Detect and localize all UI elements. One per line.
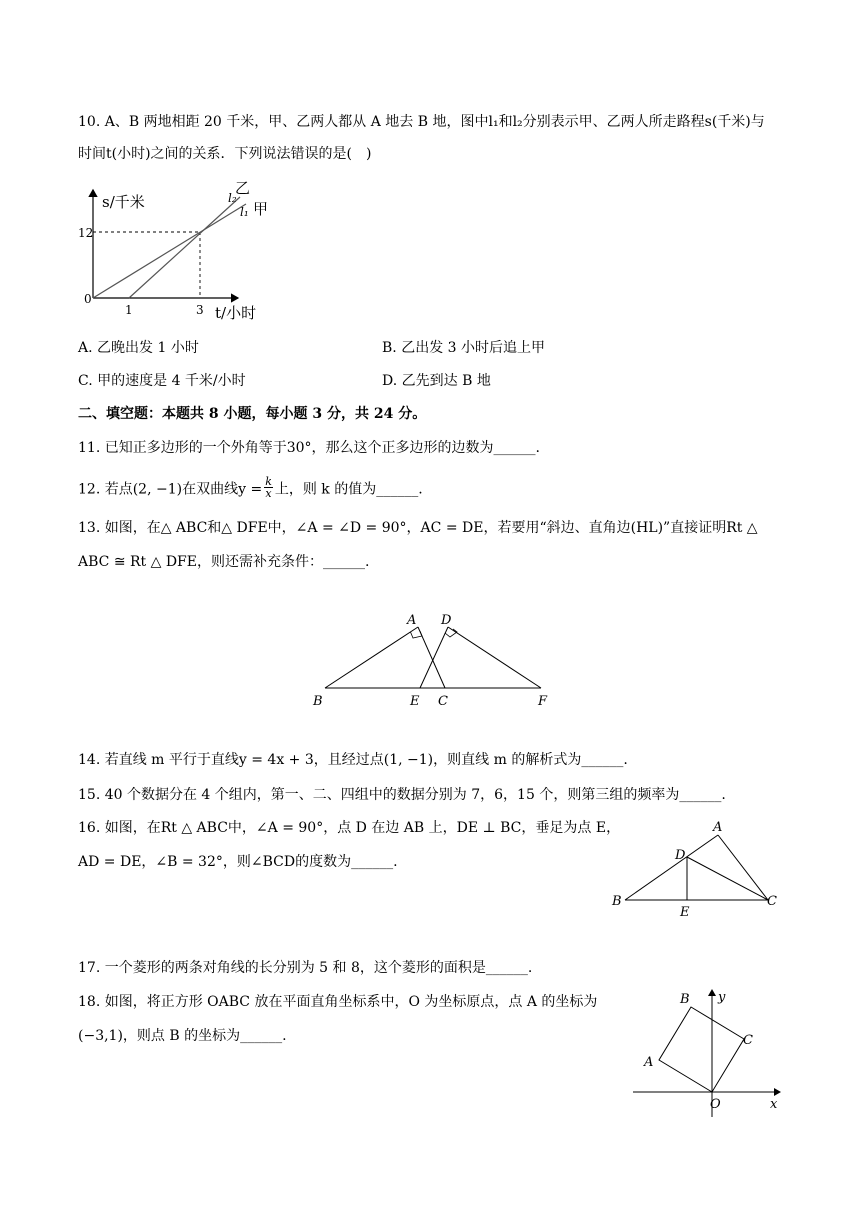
q13-side-ed [420,627,448,688]
q16-side-ac [718,835,768,900]
q10-text-line2: 时间t(小时)之间的关系．下列说法错误的是( ) [78,146,372,162]
q10-option-c: C. 甲的速度是 4 千米/小时 [78,373,246,389]
q13-label-b: B [313,694,323,709]
q10-x-tick-3: 3 [196,303,204,317]
q10-y-axis-label: s/千米 [102,193,145,211]
q18-label-a: A [644,1055,654,1070]
q16-segment-dc [687,857,768,900]
q10-l2-name: 乙 [235,179,251,197]
q13-label-e: E [410,694,420,709]
q18-coordinate-figure [630,985,790,1120]
q10-x-axis-label: t/小时 [215,304,257,322]
q10-l2-label: l₂ [228,191,237,205]
q18-label-b: B [680,992,690,1007]
q16-label-a: A [713,820,723,835]
q10-line-l1 [93,204,246,298]
q12-fraction [264,476,273,499]
q13-text-line2: ABC ≅ Rt △ DFE，则还需补充条件：______. [78,554,370,570]
q12-frac-num: k [265,475,272,488]
q13-right-angle-a [411,631,423,638]
q11-text: 11. 已知正多边形的一个外角等于30°，那么这个正多边形的边数为______. [78,440,540,456]
q10-origin-label: 0 [84,292,92,306]
q10-option-b: B. 乙出发 3 小时后追上甲 [382,340,545,356]
q10-x-tick-1: 1 [125,303,133,317]
q13-text-line1: 13. 如图，在△ ABC和△ DFE中，∠A = ∠D = 90°，AC = DE，若要用“斜边、直角边(HL)”直接证明Rt △ [78,520,758,536]
q13-label-d: D [441,613,452,628]
q18-square-oabc [659,1007,744,1092]
q16-side-ba [625,835,718,900]
q12-frac-den: x [265,487,272,500]
q18-text-line1: 18. 如图，将正方形 OABC 放在平面直角坐标系中，O 为坐标原点，点 A 的坐标为 [78,994,598,1010]
q17-text: 17. 一个菱形的两条对角线的长分别为 5 和 8，这个菱形的面积是______. [78,960,533,976]
q16-text-line2: AD = DE，∠B = 32°，则∠BCD的度数为______. [78,854,398,870]
q16-triangle-figure [600,815,790,920]
q13-triangles-figure [300,605,570,715]
q10-option-a: A. 乙晚出发 1 小时 [78,340,199,356]
q13-side-df [448,627,541,688]
q18-text-line2: (−3,1)，则点 B 的坐标为______. [78,1028,287,1044]
q10-option-d: D. 乙先到达 B 地 [382,373,491,389]
q14-text: 14. 若直线 m 平行于直线y = 4x + 3，且经过点(1, −1)，则直线 m 的解析式为______. [78,752,628,768]
q13-label-a: A [407,613,417,628]
q10-text-line1: 10. A、B 两地相距 20 千米，甲、乙两人都从 A 地去 B 地，图中l₁和l₂分别表示甲、乙两人所走路程s(千米)与 [78,114,765,130]
q10-l1-name: 甲 [253,200,269,218]
q10-l1-label: l₁ [240,205,249,219]
q12-after: 上，则 k 的值为______. [274,481,423,498]
q15-text: 15. 40 个数据分在 4 个组内，第一、二、四组中的数据分别为 7，6，15 个，则第三组的频率为______. [78,787,726,803]
q16-label-e: E [680,905,690,920]
q16-text-line1: 16. 如图，在Rt △ ABC中，∠A = 90°，点 D 在边 AB 上，DE ⊥ BC，垂足为点 E， [78,820,621,836]
q12-before: 12. 若点(2, −1)在双曲线y = [78,481,263,498]
q18-label-c: C [743,1033,753,1048]
section-heading: 二、填空题：本题共 8 小题，每小题 3 分，共 24 分。 [78,406,427,422]
q18-label-o: O [710,1097,721,1112]
q10-distance-time-graph [78,180,278,325]
q16-label-d: D [675,848,686,863]
q13-side-ba [325,627,418,688]
q13-label-f: F [538,694,548,709]
q16-label-b: B [612,894,622,909]
q18-label-y: y [718,990,726,1005]
q16-label-c: C [767,894,777,909]
q18-label-x: x [770,1097,778,1112]
q12-text [78,475,423,501]
q10-line-l2 [129,197,240,298]
q13-label-c: C [438,694,448,709]
q10-y-tick-12: 12 [78,226,94,240]
